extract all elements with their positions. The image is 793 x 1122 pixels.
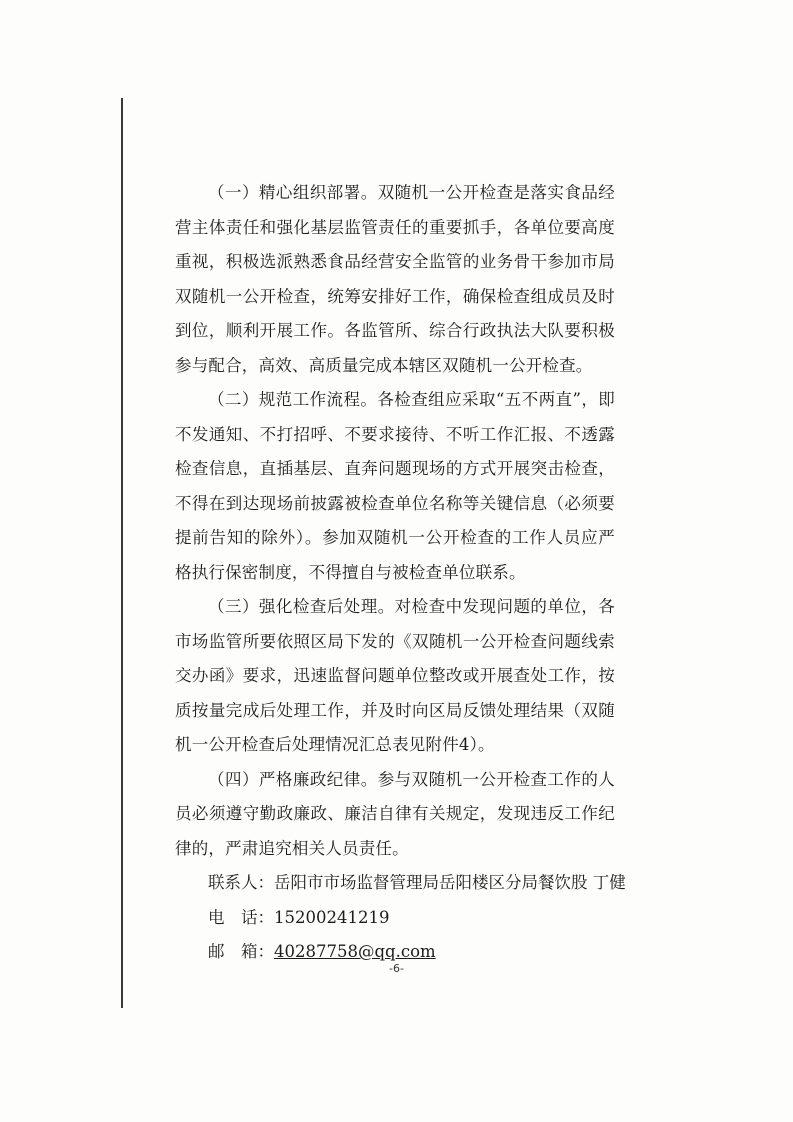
contact-phone-line [175, 901, 615, 936]
contact-phone-value: 15200241219 [274, 907, 390, 927]
contact-email-link[interactable]: 40287758@qq.com [274, 942, 436, 961]
paragraph-3: （三）强化检查后处理。对检查中发现问题的单位，各市场监管所要依照区局下发的《双随机一公开检查问题线索交办函》要求，迅速监督问题单位整改或开展查处工作，按质按量完成后处理工作，并及时向区局反馈处理结果（双随机一公开检查后处理情况汇总表见附件4）。 [175, 597, 615, 754]
contact-person-value: 岳阳市市场监督管理局岳阳楼区分局餐饮股 丁健 [274, 873, 626, 892]
paragraph-1: （一）精心组织部署。双随机一公开检查是落实食品经营主体责任和强化基层监管责任的重要抓手，各单位要高度重视，积极选派熟悉食品经营安全监管的业务骨干参加市局双随机一公开检查，统筹安排好工作，确保检查组成员及时到位，顺利开展工作。各监管所、综合行政执法大队要积极参与配合，高效、高质量完成本辖区双随机一公开检查。 [175, 183, 615, 375]
paragraph-4: （四）严格廉政纪律。参与双随机一公开检查工作的人员必须遵守勤政廉政、廉洁自律有关规定，发现违反工作纪律的，严肃追究相关人员责任。 [175, 769, 615, 858]
contact-phone-label: 电 话： [208, 907, 274, 927]
contact-person-line [175, 866, 626, 901]
contact-email-label: 邮 箱： [208, 942, 274, 961]
page-number: -6- [389, 962, 404, 975]
contact-person-label: 联系人： [208, 873, 274, 892]
document-body [175, 176, 626, 970]
paragraph-2: （二）规范工作流程。各检查组应采取“五不两直”，即不发通知、不打招呼、不要求接待、不听工作汇报、不透露检查信息，直插基层、直奔问题现场的方式开展突击检查，不得在到达现场前披露被检查单位名称等关键信息（必须要提前告知的除外）。参加双随机一公开检查的工作人员应严格执行保密制度，不得擅自与被检查单位联系。 [175, 390, 615, 582]
binding-margin-line [121, 98, 123, 1008]
